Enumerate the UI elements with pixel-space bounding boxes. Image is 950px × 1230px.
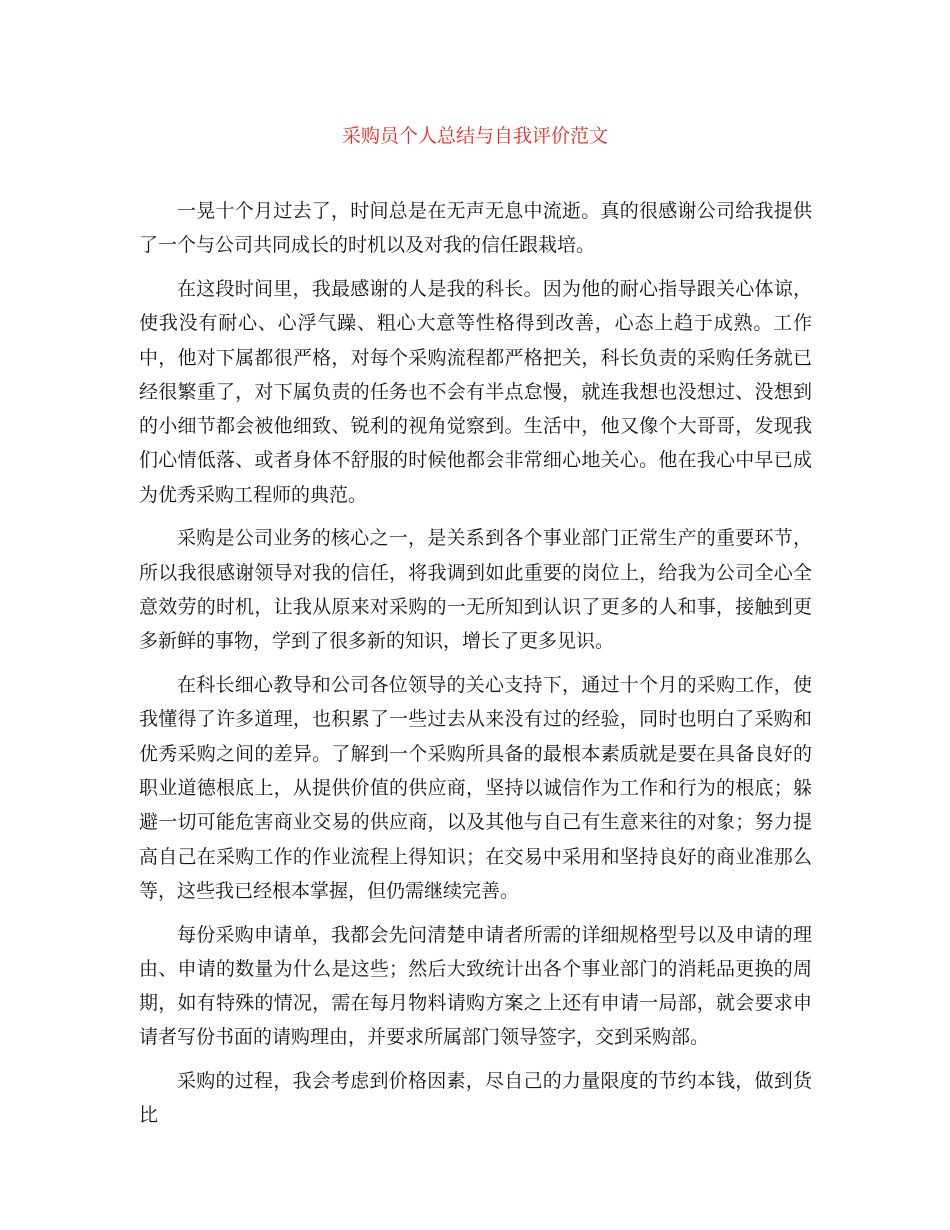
document-title: 采购员个人总结与自我评价范文 [341,125,608,147]
paragraph: 采购是公司业务的核心之一，是关系到各个事业部门正常生产的重要环节，所以我很感谢领导对我的信任，将我调到如此重要的岗位上，给我为公司全心全意效劳的时机，让我从原来对采购的一无所知到认识了更多的人和事，接触到更多新鲜的事物，学到了很多新的知识，增长了更多见识。 [139,527,812,653]
paragraph: 采购的过程，我会考虑到价格因素，尽自己的力量限度的节约本钱，做到货比 [139,1070,812,1127]
paragraph: 在这段时间里，我最感谢的人是我的科长。因为他的耐心指导跟关心体谅，使我没有耐心、心浮气躁、粗心大意等性格得到改善，心态上趋于成熟。工作中，他对下属都很严格，对每个采购流程都严格把关，科长负责的采购任务就已经很繁重了，对下属负责的任务也不会有半点怠慢，就连我想也没想过、没想到的小细节都会被他细致、锐利的视角觉察到。生活中，他又像个大哥哥，发现我们心情低落、或者身体不舒服的时候他都会非常细心地关心。他在我心中早已成为优秀采购工程师的典范。 [139,277,812,506]
document-body [139,194,812,1142]
paragraph: 在科长细心教导和公司各位领导的关心支持下，通过十个月的采购工作，使我懂得了许多道理，也积累了一些过去从来没有过的经验，同时也明白了采购和优秀采购之间的差异。了解到一个采购所具备的最根本素质就是要在具备良好的职业道德根底上，从提供价值的供应商，坚持以诚信作为工作和行为的根底；躲避一切可能危害商业交易的供应商，以及其他与自己有生意来往的对象；努力提高自己在采购工作的作业流程上得知识；在交易中采用和坚持良好的商业准那么等，这些我已经根本掌握，但仍需继续完善。 [139,674,812,902]
paragraph: 一晃十个月过去了，时间总是在无声无息中流逝。真的很感谢公司给我提供了一个与公司共同成长的时机以及对我的信任跟栽培。 [139,200,812,257]
paragraph: 每份采购申请单，我都会先问清楚申请者所需的详细规格型号以及申请的理由、申请的数量为什么是这些；然后大致统计出各个事业部门的消耗品更换的周期，如有特殊的情况，需在每月物料请购方案之上还有申请一局部，就会要求申请者写份书面的请购理由，并要求所属部门领导签字，交到采购部。 [139,923,812,1049]
